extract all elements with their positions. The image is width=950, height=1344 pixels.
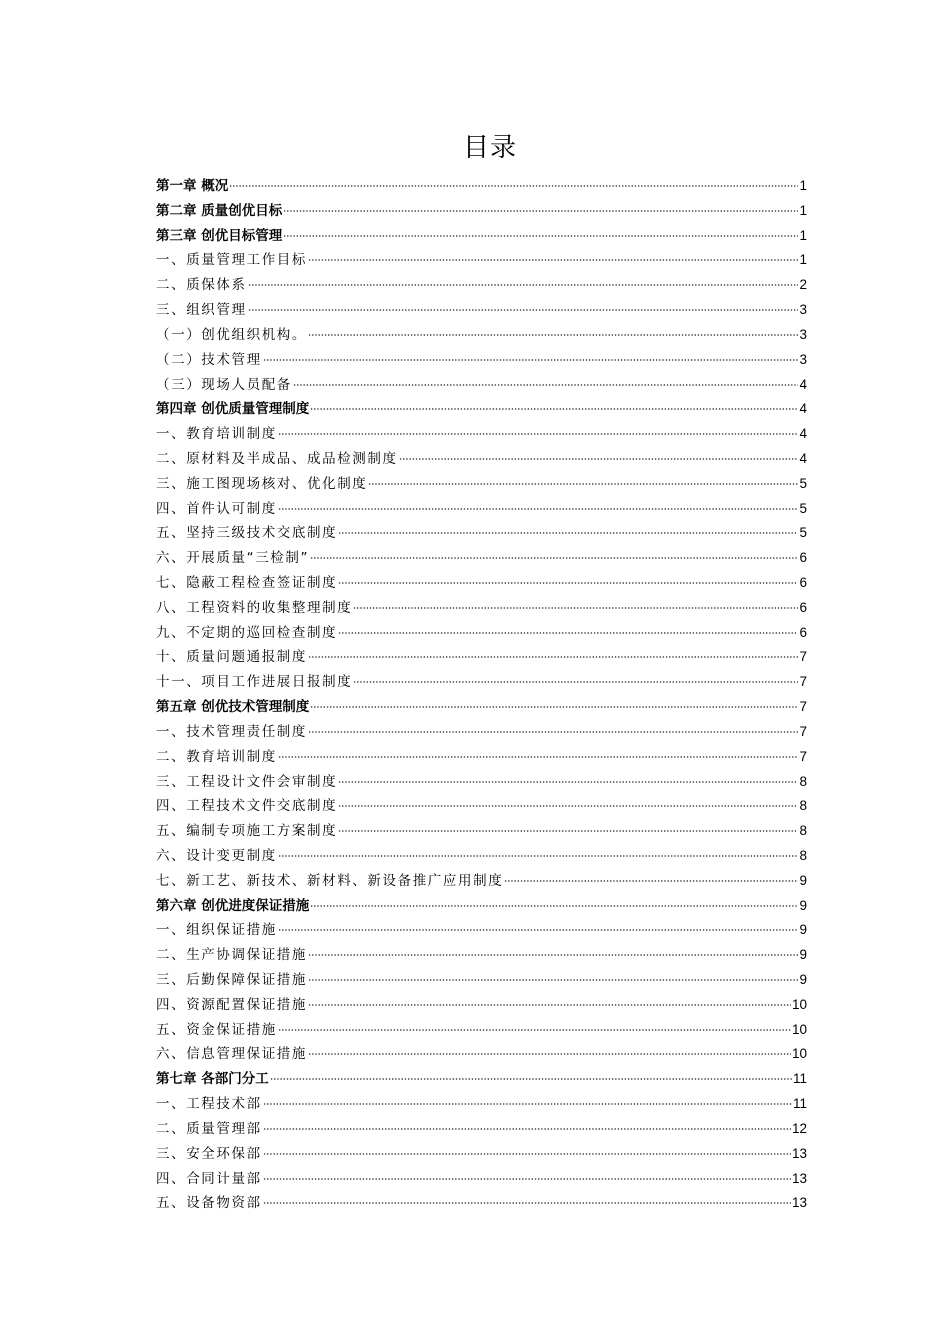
toc-page-number: 10	[791, 996, 807, 1012]
toc-entry[interactable]	[156, 224, 807, 249]
toc-page-number: 9	[799, 897, 807, 913]
toc-dot-leader	[308, 731, 798, 733]
toc-dot-leader	[278, 756, 799, 758]
toc-page-number: 5	[799, 525, 807, 541]
toc-entry-text: 一、教育培训制度	[156, 426, 277, 443]
toc-page-number: 12	[791, 1120, 807, 1136]
toc-entry[interactable]	[156, 1142, 807, 1167]
toc-entry-text: 一、技术管理责任制度	[156, 723, 307, 740]
toc-title: 目录	[462, 133, 517, 163]
toc-page-number: 13	[791, 1170, 807, 1186]
toc-entry[interactable]	[156, 248, 807, 273]
toc-dot-leader	[263, 1178, 791, 1180]
toc-entry-text: 第六章 创优进度保证措施	[156, 897, 310, 914]
toc-dot-leader	[338, 781, 798, 783]
toc-page-number: 7	[799, 748, 807, 764]
toc-page-number: 3	[799, 351, 807, 367]
toc-page-number: 1	[799, 178, 807, 193]
toc-entry[interactable]	[156, 943, 807, 968]
toc-entry[interactable]	[156, 373, 807, 398]
toc-entry-text: （三）现场人员配备	[156, 376, 292, 393]
toc-page-number: 6	[799, 599, 807, 615]
toc-entry-text: 第七章 各部门分工	[156, 1071, 269, 1088]
toc-entry-text: 三、工程设计文件会审制度	[156, 773, 338, 790]
toc-entry[interactable]	[156, 670, 807, 695]
toc-dot-leader	[278, 855, 799, 857]
toc-entry-text: 第五章 创优技术管理制度	[156, 699, 310, 716]
toc-dot-leader	[338, 582, 798, 584]
toc-entry[interactable]	[156, 794, 807, 819]
toc-page-number: 3	[799, 302, 807, 318]
toc-page-number: 9	[799, 972, 807, 987]
toc-entry-text: 六、信息管理保证措施	[156, 1046, 307, 1063]
toc-dot-leader	[283, 210, 798, 212]
toc-entry-text: 第一章 概况	[156, 178, 229, 194]
toc-dot-leader	[504, 880, 798, 882]
toc-dot-leader	[338, 805, 798, 807]
toc-dot-leader	[248, 309, 799, 311]
toc-entry-text: 二、教育培训制度	[156, 748, 277, 765]
toc-entry[interactable]	[156, 621, 807, 646]
toc-page-number: 10	[791, 1046, 807, 1062]
toc-entry-text: 一、质量管理工作目标	[156, 252, 307, 269]
toc-entry[interactable]	[156, 1191, 807, 1216]
toc-entry[interactable]	[156, 521, 807, 546]
toc-page-number: 7	[799, 674, 807, 690]
toc-entry-text: 三、施工图现场核对、优化制度	[156, 475, 368, 492]
toc-dot-leader	[278, 433, 799, 435]
toc-page-number: 9	[799, 947, 807, 963]
toc-entry-text: 三、安全环保部	[156, 1145, 262, 1162]
toc-dot-leader	[263, 1103, 792, 1105]
toc-entry-text: 十、质量问题通报制度	[156, 649, 307, 666]
toc-dot-leader	[399, 458, 799, 460]
toc-entry-text: 八、工程资料的收集整理制度	[156, 599, 353, 616]
toc-entry-text: （一）创优组织机构。	[156, 326, 307, 343]
toc-entry-text: 一、工程技术部	[156, 1096, 262, 1113]
toc-dot-leader	[278, 1029, 791, 1031]
toc-page-number: 13	[791, 1195, 807, 1211]
toc-page-number: 2	[799, 277, 807, 293]
toc-entry[interactable]	[156, 918, 807, 943]
toc-page-number: 13	[791, 1145, 807, 1161]
toc-page-number: 8	[799, 798, 807, 814]
toc-entry[interactable]	[156, 397, 807, 422]
toc-entry-text: 六、设计变更制度	[156, 847, 277, 864]
toc-page-number: 1	[799, 252, 807, 268]
toc-entry[interactable]	[156, 348, 807, 373]
toc-entry[interactable]	[156, 323, 807, 348]
toc-entry-text: 四、工程技术文件交底制度	[156, 798, 338, 815]
toc-entry[interactable]	[156, 546, 807, 571]
toc-entry[interactable]	[156, 968, 807, 993]
toc-entry[interactable]	[156, 1067, 807, 1092]
toc-entry-text: 一、组织保证措施	[156, 922, 277, 939]
toc-entry[interactable]	[156, 174, 807, 199]
toc-page-number: 4	[799, 401, 807, 417]
toc-page-number: 8	[799, 773, 807, 789]
toc-entry[interactable]	[156, 1018, 807, 1043]
toc-dot-leader	[353, 607, 798, 609]
toc-entry[interactable]	[156, 720, 807, 745]
toc-page-number: 9	[799, 922, 807, 938]
toc-entry[interactable]	[156, 819, 807, 844]
toc-dot-leader	[308, 259, 798, 261]
toc-page-number: 5	[799, 475, 807, 491]
toc-page-number: 7	[799, 699, 807, 715]
toc-page-number: 4	[799, 450, 807, 466]
toc-entry-text: 七、新工艺、新技术、新材料、新设备推广应用制度	[156, 872, 504, 889]
toc-dot-leader	[310, 905, 798, 907]
toc-entry[interactable]	[156, 1042, 807, 1067]
toc-dot-leader	[338, 532, 798, 534]
toc-page-number: 4	[799, 426, 807, 442]
toc-dot-leader	[308, 979, 798, 981]
toc-entry-text: 七、隐蔽工程检查签证制度	[156, 575, 338, 591]
toc-entry-text: 五、设备物资部	[156, 1195, 262, 1212]
toc-page-number: 8	[799, 823, 807, 839]
toc-dot-leader	[310, 408, 798, 410]
toc-entry-text: 九、不定期的巡回检查制度	[156, 624, 338, 641]
toc-entry-text: 第四章 创优质量管理制度	[156, 401, 310, 418]
toc-entry-text: 五、资金保证措施	[156, 1021, 277, 1038]
toc-dot-leader	[270, 1078, 792, 1080]
toc-entry[interactable]	[156, 844, 807, 869]
toc-entry[interactable]	[156, 695, 807, 720]
toc-page-number: 7	[799, 649, 807, 665]
toc-page-number: 6	[799, 624, 807, 640]
toc-dot-leader	[263, 359, 799, 361]
toc-dot-leader	[310, 706, 798, 708]
toc-dot-leader	[308, 656, 798, 658]
toc-entry[interactable]	[156, 770, 807, 795]
toc-dot-leader	[283, 235, 798, 237]
toc-page-number: 3	[799, 326, 807, 342]
toc-dot-leader	[248, 284, 799, 286]
toc-entry[interactable]	[156, 199, 807, 224]
toc-entry-text: 六、开展质量“三检制”	[156, 550, 310, 567]
toc-page-number: 8	[799, 847, 807, 863]
toc-entry-text: 二、原材料及半成品、成品检测制度	[156, 450, 398, 467]
toc-dot-leader	[263, 1153, 791, 1155]
toc-entry-text: 四、合同计量部	[156, 1170, 262, 1187]
toc-page-number: 11	[792, 1071, 807, 1087]
toc-entry-text: 二、生产协调保证措施	[156, 947, 307, 964]
toc-dot-leader	[229, 185, 798, 187]
toc-entry-text: 第二章 质量创优目标	[156, 202, 283, 219]
toc-entry-text: 五、坚持三级技术交底制度	[156, 525, 338, 542]
toc-dot-leader	[293, 384, 799, 386]
toc-page-number: 7	[799, 723, 807, 739]
toc-page-number: 9	[799, 872, 807, 888]
toc-page-number: 1	[799, 202, 807, 218]
toc-entry-text: 三、后勤保障保证措施	[156, 972, 307, 988]
toc-entry[interactable]	[156, 745, 807, 770]
toc-entry[interactable]	[156, 993, 807, 1018]
toc-page-number: 10	[791, 1021, 807, 1037]
toc-dot-leader	[263, 1202, 791, 1204]
toc-page-number: 6	[799, 550, 807, 566]
toc-dot-leader	[308, 1053, 791, 1055]
toc-entry[interactable]	[156, 422, 807, 447]
toc-entry-text: （二）技术管理	[156, 351, 262, 368]
toc-entry[interactable]	[156, 596, 807, 621]
toc-dot-leader	[338, 632, 798, 634]
toc-entry-text: 第三章 创优目标管理	[156, 227, 283, 244]
toc-entry-text: 五、编制专项施工方案制度	[156, 823, 338, 840]
toc-list	[156, 174, 807, 1216]
toc-page-number: 6	[799, 575, 807, 590]
toc-dot-leader	[308, 954, 798, 956]
toc-dot-leader	[368, 483, 798, 485]
toc-page-number: 1	[799, 227, 807, 243]
toc-entry[interactable]	[156, 447, 807, 472]
toc-entry-text: 四、首件认可制度	[156, 500, 277, 517]
toc-page-number: 5	[799, 500, 807, 516]
toc-page-number: 4	[799, 376, 807, 392]
toc-entry[interactable]	[156, 497, 807, 522]
toc-entry[interactable]	[156, 1117, 807, 1142]
toc-dot-leader	[308, 334, 798, 336]
toc-entry-text: 二、质量管理部	[156, 1120, 262, 1137]
toc-entry[interactable]	[156, 571, 807, 596]
toc-entry[interactable]	[156, 298, 807, 323]
toc-dot-leader	[310, 557, 798, 559]
toc-entry[interactable]	[156, 273, 807, 298]
toc-entry-text: 三、组织管理	[156, 302, 247, 319]
toc-entry[interactable]	[156, 894, 807, 919]
toc-dot-leader	[278, 929, 799, 931]
toc-dot-leader	[338, 830, 798, 832]
toc-entry[interactable]	[156, 645, 807, 670]
toc-entry[interactable]	[156, 472, 807, 497]
toc-dot-leader	[308, 1004, 791, 1006]
toc-entry-text: 四、资源配置保证措施	[156, 996, 307, 1013]
toc-entry-text: 十一、项目工作进展日报制度	[156, 674, 353, 691]
toc-entry[interactable]	[156, 869, 807, 894]
toc-page-number: 11	[792, 1096, 807, 1112]
toc-entry[interactable]	[156, 1167, 807, 1192]
toc-dot-leader	[353, 681, 798, 683]
toc-dot-leader	[278, 508, 799, 510]
toc-entry[interactable]	[156, 1092, 807, 1117]
toc-dot-leader	[263, 1128, 791, 1130]
toc-entry-text: 二、质保体系	[156, 277, 247, 294]
